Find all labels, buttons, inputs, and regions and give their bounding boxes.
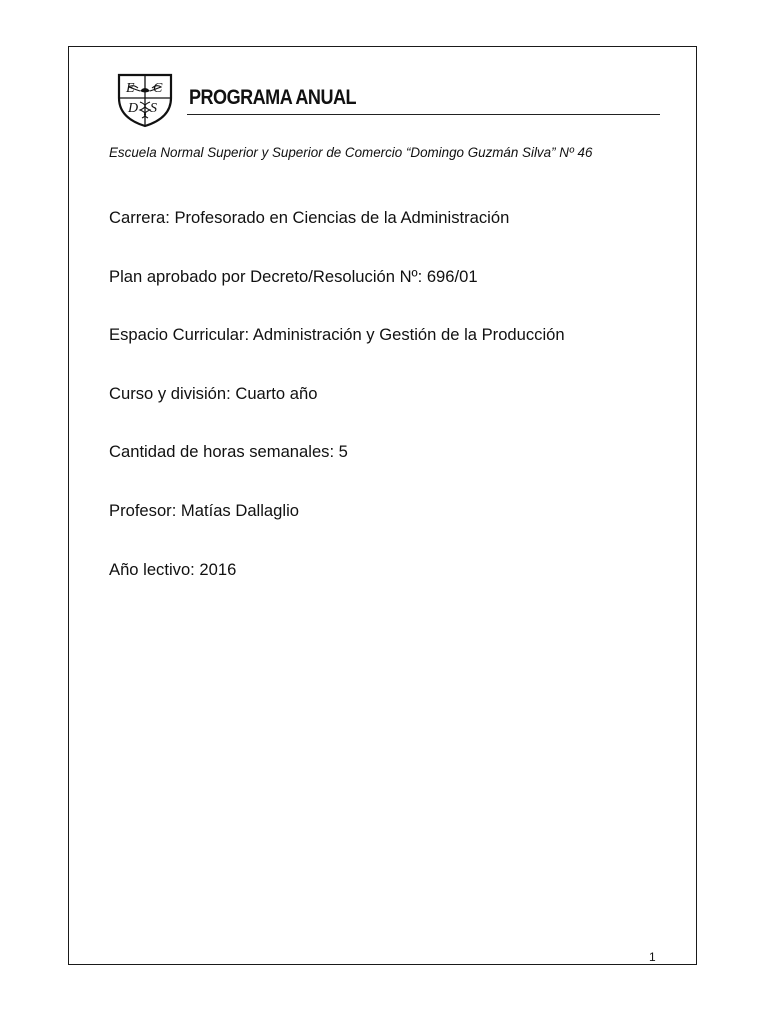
page-number: 1 [649,950,656,964]
school-crest-icon [116,72,174,128]
crest-letter: E [126,81,135,96]
crest-letter: C [153,81,163,96]
field-carrera: Carrera: Profesorado en Ciencias de la Administración [109,208,510,227]
document-title: PROGRAMA ANUAL [189,86,357,109]
school-name: Escuela Normal Superior y Superior de Comercio “Domingo Guzmán Silva” Nº 46 [109,145,593,160]
crest-letter: D [128,101,139,116]
field-profesor: Profesor: Matías Dallaglio [109,501,299,520]
field-ano-lectivo: Año lectivo: 2016 [109,560,237,579]
field-plan: Plan aprobado por Decreto/Resolución Nº: 696/01 [109,267,478,286]
field-horas: Cantidad de horas semanales: 5 [109,442,348,461]
field-curso: Curso y división: Cuarto año [109,384,318,403]
field-espacio-curricular: Espacio Curricular: Administración y Gestión de la Producción [109,325,565,344]
title-underline [187,114,660,115]
crest-letter: S [150,101,157,116]
